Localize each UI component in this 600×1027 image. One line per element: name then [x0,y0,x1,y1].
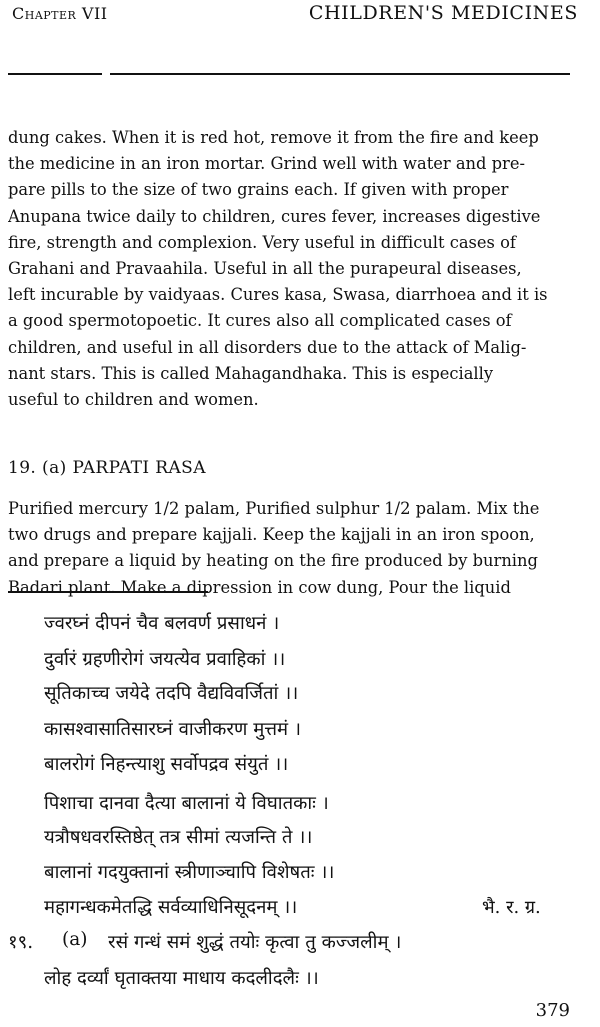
paragraph-line: the medicine in an iron mortar. Grind well with water and pre- [8,154,525,174]
verse-line: पिशाचा दानवा दैत्या बालानां ये विघातकाः । [44,793,329,814]
page-number: 379 [535,1000,570,1021]
paragraph-line: Badari plant. Make a dipression in cow dung, Pour the liquid [8,577,511,597]
running-title: CHILDREN'S MEDICINES [308,2,578,24]
footnote-rule [8,591,208,593]
verse-line: सूतिकाच्च जयेदे तदपि वैद्यविवर्जितां ।। [44,683,299,704]
verse-line: यत्रौषधवरस्तिष्ठेत् तत्र सीमां त्यजन्ति ते ।। [44,827,313,848]
verse-line: ज्वरघ्नं दीपनं चैव बलवर्ण प्रसाधनं । [44,613,280,634]
paragraph-line: useful to children and women. [8,390,259,410]
paragraph-line: Anupana twice daily to children, cures fever, increases digestive [8,206,541,226]
paragraph-line: dung cakes. When it is red hot, remove it from the fire and keep [8,128,539,147]
section-heading: 19. (a) PARPATI RASA [8,458,206,478]
paragraph-line: fire, strength and complexion. Very useful in difficult cases of [8,232,516,252]
paragraph-line: a good spermotopoetic. It cures also all complicated cases of [8,311,512,331]
paragraph-line: nant stars. This is called Mahagandhaka. This is especially [8,363,494,383]
verse-line: दुर्वारं ग्रहणीरोगं जयत्येव प्रवाहिकां ।। [44,649,286,670]
chapter-label: Chapter VII [12,4,108,23]
paragraph-line: pare pills to the size of two grains each. If given with proper [8,180,509,200]
paragraph-line: children, and useful in all disorders due to the attack of Malig- [8,337,527,357]
verse-source-reference: भै. र. ग्र. [482,897,541,918]
paragraph-line: Grahani and Pravaahila. Useful in all the purapeural diseases, [8,259,522,279]
verse-line: कासश्वासातिसारघ्नं वाजीकरण मुत्तमं । [44,719,302,740]
verse-sub-label: (a) [62,929,88,950]
verse-line: महागन्धकमेतद्धि सर्वव्याधिनिसूदनम् ।। [44,897,298,918]
paragraph-line: and prepare a liquid by heating on the fire produced by burning [8,551,538,571]
verse-line: लोह दर्व्यां घृताक्तया माधाय कदलीदलैः ।। [44,968,319,989]
verse-line: रसं गन्धं समं शुद्धं तयोः कृत्वा तु कज्जलीम् । [108,932,402,953]
paragraph-line: left incurable by vaidyaas. Cures kasa, Swasa, diarrhoea and it is [8,285,548,305]
verse-line: बालरोगं निहन्त्याशु सर्वोपद्रव संयुतं ।। [44,754,289,775]
verse-number: १९. [8,932,34,953]
body-paragraph [8,125,576,413]
verse-line: बालानां गदयुक्तानां स्त्रीणाञ्चापि विशेषतः ।। [44,862,335,883]
header-rule-short [8,73,102,75]
recipe-paragraph [8,496,576,601]
paragraph-line: Purified mercury 1/2 palam, Purified sulphur 1/2 palam. Mix the [8,499,540,518]
header-rule-long [110,73,570,75]
paragraph-line: two drugs and prepare kajjali. Keep the kajjali in an iron spoon, [8,525,535,545]
